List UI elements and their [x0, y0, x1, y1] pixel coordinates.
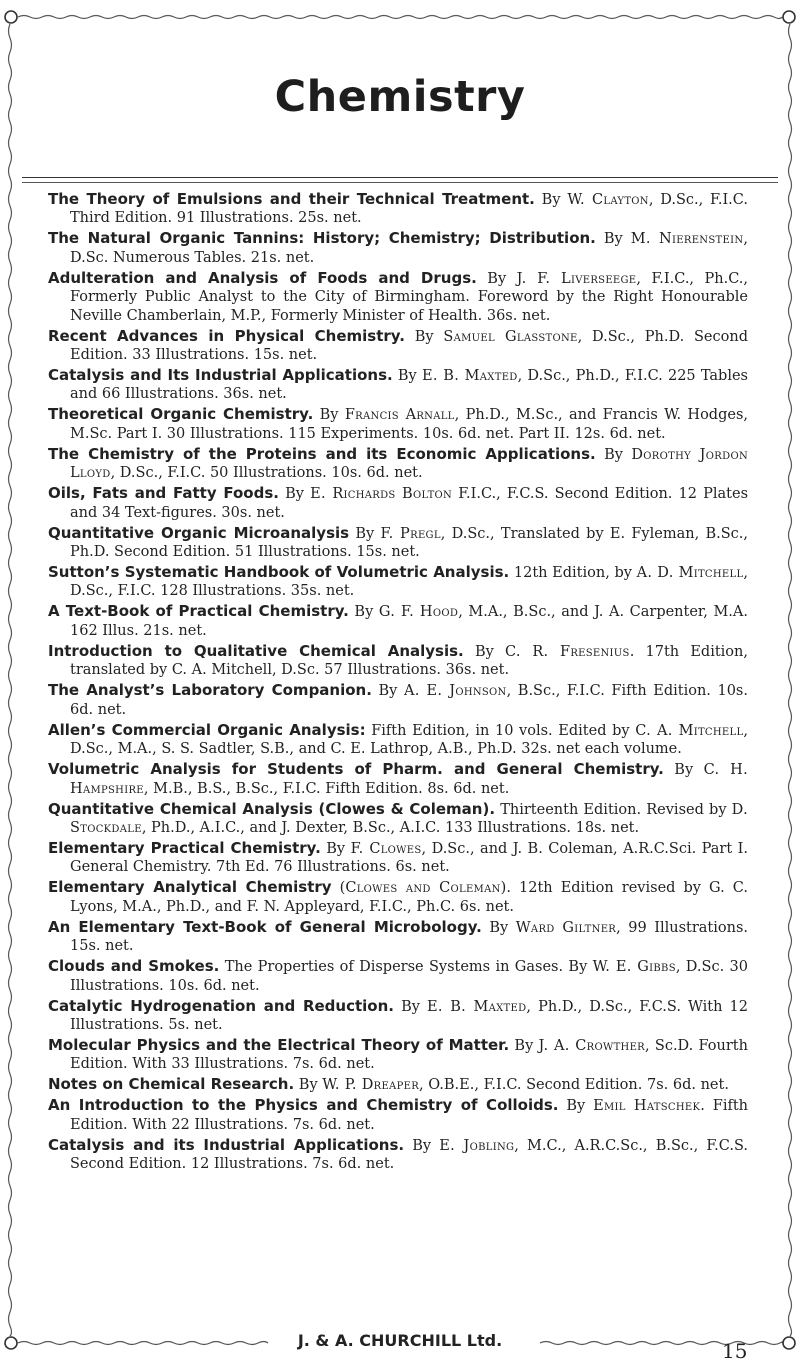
book-title: Recent Advances in Physical Chemistry.	[48, 326, 405, 345]
entry-text: By	[294, 1077, 323, 1094]
book-entry	[48, 760, 748, 798]
book-entry	[48, 602, 748, 640]
entry-text: By	[404, 328, 444, 345]
book-title: Quantitative Chemical Analysis (Clowes & Coleman).	[48, 799, 496, 818]
book-author: Ward Giltner	[515, 919, 617, 936]
book-entry	[48, 484, 748, 522]
book-author: E. Richards Bolton	[310, 486, 453, 503]
book-entry	[48, 957, 748, 995]
book-author: E. Jobling	[439, 1137, 515, 1154]
book-details: F.I.C., F.C.S. Second Edition. 12 Plates and 34 Text-figures. 30s. net.	[70, 486, 749, 521]
book-title: The Analyst’s Laboratory Companion.	[48, 681, 372, 700]
book-details: , Ph.D., D.Sc., F.C.S. With 12 Illustrations. 5s. net.	[70, 998, 749, 1033]
entry-text: Thirteenth Edition. Revised by	[495, 801, 732, 818]
book-entry	[48, 681, 748, 719]
book-author: J. F. Liverseege	[516, 270, 637, 287]
book-title: The Theory of Emulsions and their Technical Treatment.	[48, 190, 535, 208]
book-author: F. Pregl	[380, 525, 441, 542]
book-details: , Sc.D. Fourth Edition. With 33 Illustrations. 7s. 6d. net.	[70, 1037, 748, 1073]
title-rule-bottom	[22, 182, 778, 183]
entry-text: By	[392, 368, 422, 385]
book-author: A. E. Johnson	[403, 683, 507, 700]
book-details: , B.Sc., F.I.C. Fifth Edition. 10s. 6d. net.	[70, 683, 748, 718]
book-title: Oils, Fats and Fatty Foods.	[48, 484, 279, 503]
book-author: Samuel Glasstone	[443, 328, 578, 345]
book-list	[48, 190, 748, 1175]
entry-text: By	[313, 407, 345, 424]
book-title: The Chemistry of the Proteins and its Economic Applications.	[48, 444, 596, 463]
entry-text: By	[320, 840, 351, 857]
book-entry	[48, 524, 748, 562]
book-title: Sutton’s Systematic Handbook of Volumetric Analysis.	[48, 563, 510, 582]
book-title: Adulteration and Analysis of Foods and Drugs.	[48, 268, 477, 287]
book-author: M. Nierenstein	[630, 231, 744, 248]
book-author: Clowes and Coleman	[345, 880, 501, 897]
book-author: W. E. Gibbs	[592, 959, 676, 976]
book-entry	[48, 405, 748, 443]
book-title: Molecular Physics and the Electrical Theory of Matter.	[48, 1035, 510, 1054]
entry-text: By	[348, 604, 379, 621]
book-entry	[48, 563, 748, 601]
book-title: Catalytic Hydrogenation and Reduction.	[48, 996, 394, 1015]
entry-text: By	[595, 446, 632, 463]
book-entry	[48, 1096, 748, 1134]
book-details: , O.B.E., F.I.C. Second Edition. 7s. 6d. net.	[419, 1077, 729, 1094]
book-entry	[48, 1075, 748, 1094]
entry-text: By	[278, 486, 311, 503]
corner-ornament-top-left	[5, 11, 17, 23]
book-author: Emil Hatschek	[593, 1098, 701, 1115]
book-details: , D.Sc., Ph.D. Second Edition. 33 Illustrations. 15s. net.	[70, 328, 748, 364]
book-details: , M.C., A.R.C.Sc., B.Sc., F.C.S. Second Edition. 12 Illustrations. 7s. 6d. net.	[70, 1137, 749, 1173]
book-title: Elementary Analytical Chemistry	[48, 878, 332, 897]
book-title: A Text-Book of Practical Chemistry.	[48, 602, 349, 621]
book-entry	[48, 190, 748, 228]
book-details: , D.Sc., F.I.C. 50 Illustrations. 10s. 6d. net.	[110, 465, 423, 482]
book-title: Elementary Practical Chemistry.	[48, 838, 321, 857]
book-details: , D.Sc., M.A., S. S. Sadtler, S.B., and C. E. Lathrop, A.B., Ph.D. 32s. net each volume.	[70, 722, 748, 758]
book-title: Theoretical Organic Chemistry.	[48, 405, 314, 424]
entry-text: By	[476, 270, 517, 287]
entry-text: By	[463, 643, 506, 660]
book-details: , D.Sc., Translated by E. Fyleman, B.Sc., Ph.D. Second Edition. 51 Illustrations. 15s. net.	[70, 525, 748, 561]
book-details: , Ph.D., M.Sc., and Francis W. Hodges, M.Sc. Part I. 30 Illustrations. 115 Experiments. 10s. 6d. net. Part II. 12s. 6d. net.	[70, 407, 749, 442]
publisher-name: J. & A. CHURCHILL Ltd.	[297, 1331, 503, 1350]
book-details: , D.Sc., F.I.C. Third Edition. 91 Illustrations. 25s. net.	[70, 192, 748, 227]
title-rule-top	[22, 177, 778, 178]
entry-text: Fifth Edition, in 10 vols. Edited by	[365, 722, 636, 739]
book-author: C. H. Hampshire	[70, 762, 748, 797]
book-entry	[48, 229, 748, 267]
book-entry	[48, 721, 748, 759]
book-entry	[48, 839, 748, 877]
book-author: Francis Arnall	[344, 407, 455, 424]
book-title: Catalysis and Its Industrial Applications.	[48, 366, 393, 385]
book-details: , Ph.D., A.I.C., and J. Dexter, B.Sc., A.I.C. 133 Illustrations. 18s. net.	[141, 819, 640, 836]
entry-text: (	[331, 880, 346, 897]
book-entry	[48, 800, 748, 838]
book-details: , D.Sc. 30 Illustrations. 10s. 6d. net.	[70, 959, 748, 994]
entry-text: 12th Edition, by	[509, 565, 637, 582]
book-title: Introduction to Qualitative Chemical Analysis.	[48, 641, 464, 660]
entry-text: By	[481, 919, 516, 936]
book-entry	[48, 642, 748, 680]
book-entry	[48, 1036, 748, 1074]
book-details: , F.I.C., Ph.C., Formerly Public Analyst to the City of Birmingham. Foreword by the Right Honourable Neville Chamberlain, M.P., Formerly Minister of Health. 36s. net.	[70, 270, 749, 324]
book-author: D. Stockdale	[70, 801, 748, 836]
book-title: Allen’s Commercial Organic Analysis:	[48, 720, 366, 739]
book-details: ). 12th Edition revised by G. C. Lyons, M.A., Ph.D., and F. N. Appleyard, F.I.C., Ph.C. 6s. net.	[70, 880, 748, 915]
book-author: W. Clayton	[567, 192, 649, 208]
entry-text: By	[534, 192, 568, 208]
book-entry	[48, 366, 748, 404]
corner-ornament-top-right	[783, 11, 795, 23]
book-author: W. P. Dreaper	[322, 1077, 420, 1094]
page-number: 15	[722, 1339, 748, 1363]
book-author: C. A. Mitchell	[635, 722, 744, 739]
entry-text: By	[371, 683, 404, 700]
book-author: F. Clowes	[350, 840, 422, 857]
entry-text: The Properties of Disperse Systems in Gases. By	[219, 959, 593, 976]
book-title: Volumetric Analysis for Students of Pharm. and General Chemistry.	[48, 760, 664, 779]
book-details: , M.B., B.S., B.Sc., F.I.C. Fifth Edition. 8s. 6d. net.	[143, 780, 510, 797]
entry-text: By	[349, 525, 381, 542]
entry-text: By	[558, 1098, 594, 1115]
book-title: Notes on Chemical Research.	[48, 1075, 295, 1094]
book-author: E. B. Maxted	[427, 998, 527, 1015]
entry-text: By	[404, 1137, 440, 1154]
book-details: , D.Sc., Ph.D., F.I.C. 225 Tables and 66 Illustrations. 36s. net.	[70, 368, 748, 403]
book-details: . Fifth Edition. With 22 Illustrations. 7s. 6d. net.	[70, 1098, 748, 1133]
book-author: E. B. Maxted	[421, 368, 518, 385]
book-details: , 99 Illustrations. 15s. net.	[70, 919, 748, 955]
book-title: An Elementary Text-Book of General Microbology.	[48, 917, 482, 936]
entry-text: By	[393, 998, 428, 1015]
book-author: Dorothy Jordon Lloyd	[70, 446, 748, 482]
book-details: , D.Sc., F.I.C. 128 Illustrations. 35s. net.	[70, 565, 748, 600]
book-entry	[48, 445, 748, 483]
book-author: A. D. Mitchell	[636, 565, 744, 582]
book-title: An Introduction to the Physics and Chemistry of Colloids.	[48, 1096, 559, 1115]
book-entry	[48, 918, 748, 956]
book-title: Catalysis and its Industrial Applications.	[48, 1135, 405, 1154]
book-entry	[48, 269, 748, 325]
book-details: , D.Sc., and J. B. Coleman, A.R.C.Sci. Part I. General Chemistry. 7th Ed. 76 Illustrations. 6s. net.	[70, 840, 748, 876]
book-entry	[48, 1136, 748, 1174]
book-entry	[48, 997, 748, 1035]
book-title: The Natural Organic Tannins: History; Chemistry; Distribution.	[48, 229, 596, 248]
page-title: Chemistry	[274, 72, 526, 122]
book-author: J. A. Crowther	[538, 1037, 645, 1054]
book-author: C. R. Fresenius	[505, 643, 630, 660]
book-details: . 17th Edition, translated by C. A. Mitchell, D.Sc. 57 Illustrations. 36s. net.	[70, 643, 748, 679]
book-entry	[48, 878, 748, 916]
book-details: , D.Sc. Numerous Tables. 21s. net.	[70, 231, 748, 266]
entry-text: By	[509, 1037, 539, 1054]
book-title: Clouds and Smokes.	[48, 957, 220, 976]
book-author: G. F. Hood	[378, 604, 459, 621]
book-details: , M.A., B.Sc., and J. A. Carpenter, M.A. 162 Illus. 21s. net.	[70, 604, 748, 639]
book-title: Quantitative Organic Microanalysis	[48, 523, 350, 542]
entry-text: By	[595, 231, 631, 248]
book-entry	[48, 327, 748, 365]
entry-text: By	[663, 762, 704, 779]
